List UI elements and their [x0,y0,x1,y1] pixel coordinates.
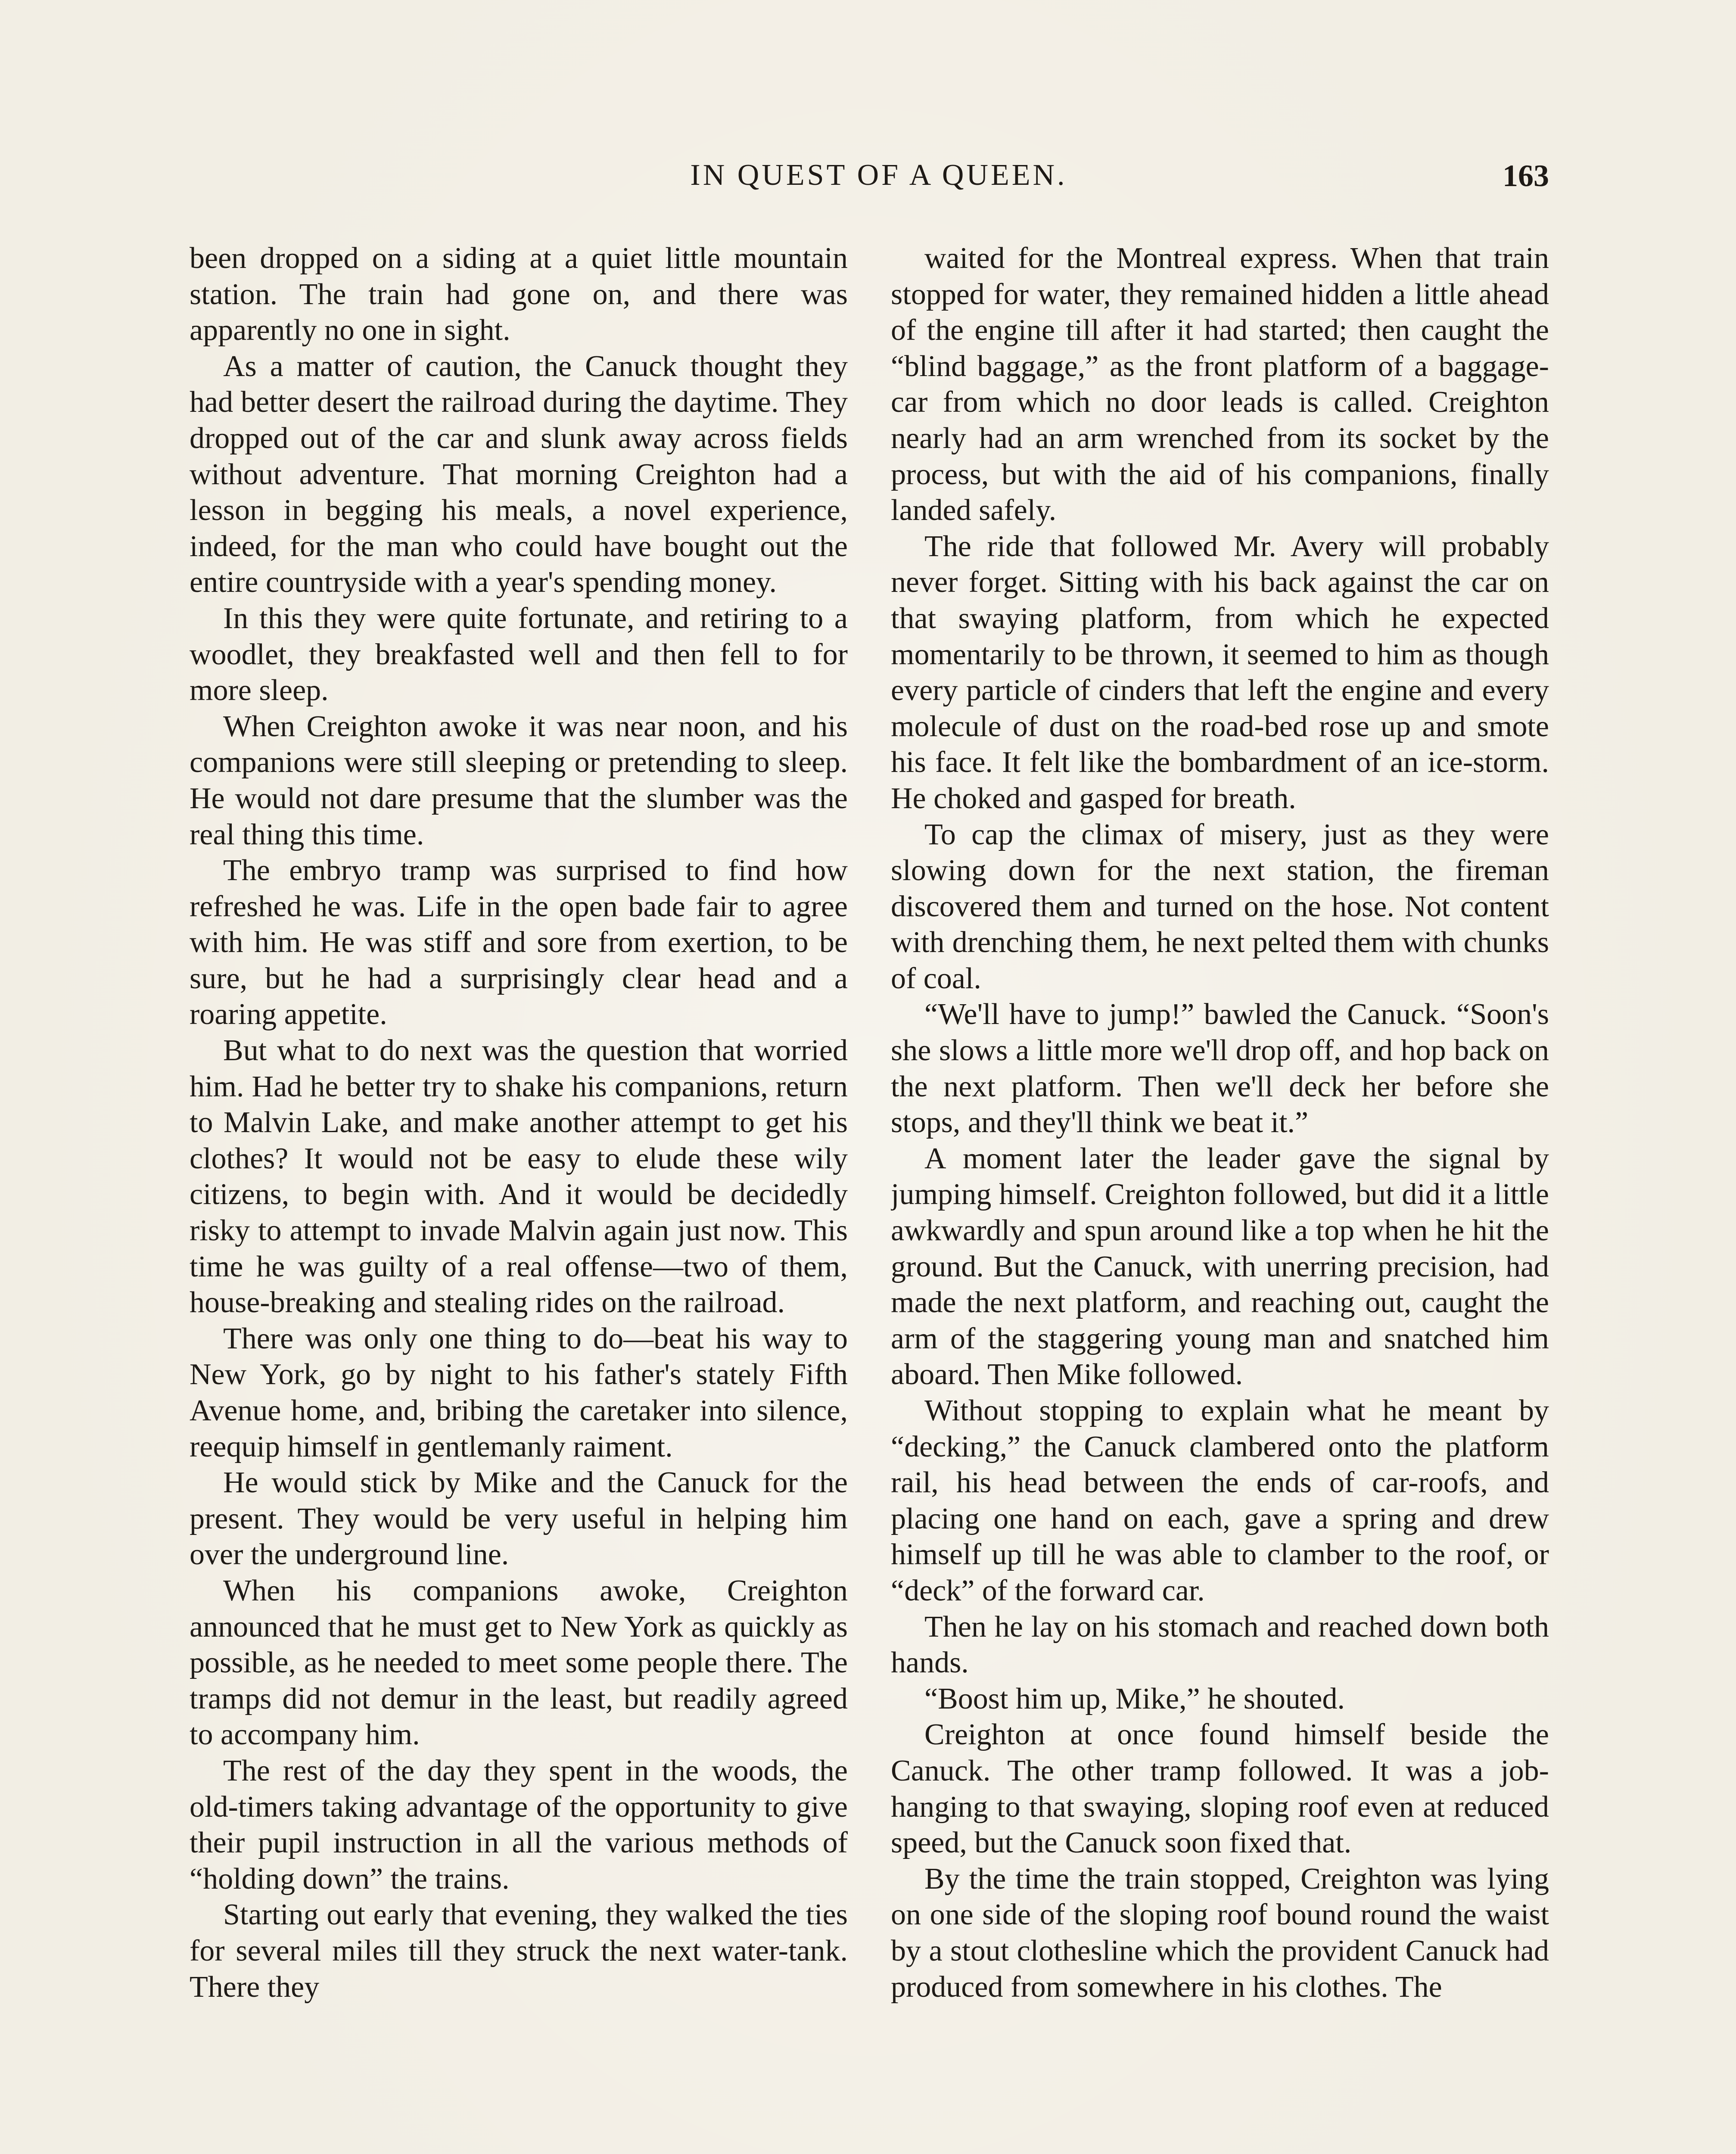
paragraph: In this they were quite fortunate, and retiring to a woodlet, they breakfasted well and then fell to for more sleep. [190,601,848,707]
paragraph: Without stopping to explain what he meant by “decking,” the Canuck clambered onto the platform rail, his head between the ends of car-roofs, and placing one hand on each, gave a spring and drew himself up till he was able to clamber to the roof, or “deck” of the forward car. [891,1394,1549,1607]
paragraph: Creighton at once found himself beside the Canuck. The other tramp followed. It was a job-hanging to that swaying, sloping roof even at reduced speed, but the Canuck soon fixed that. [891,1718,1549,1860]
paragraph: As a matter of caution, the Canuck thought they had better desert the railroad during the daytime. They dropped out of the car and slunk away across fields without adventure. That morning Creighton had a lesson in begging his meals, a novel experience, indeed, for the man who could have bought out the entire countryside with a year's spending money. [190,349,848,599]
right-text-column [891,240,1549,2154]
paragraph: There was only one thing to do—beat his way to New York, go by night to his father's stately Fifth Avenue home, and, bribing the caretaker into silence, reequip himself in gentlemanly raiment. [190,1322,848,1463]
paragraph: When Creighton awoke it was near noon, and his companions were still sleeping or pretending to sleep. He would not dare presume that the slumber was the real thing this time. [190,710,848,851]
paragraph: waited for the Montreal express. When that train stopped for water, they remained hidden a little ahead of the engine till after it had started; then caught the “blind baggage,” as the front platform of a baggage-car from which no door leads is called. Creighton nearly had an arm wrenched from its socket by the process, but with the aid of his companions, finally landed safely. [891,242,1549,527]
paragraph: Then he lay on his stomach and reached down both hands. [891,1610,1549,1680]
left-text-column [190,240,848,2154]
running-title: IN QUEST OF A QUEEN. [690,159,1067,192]
paragraph: The embryo tramp was surprised to find how refreshed he was. Life in the open bade fair to agree with him. He was stiff and sore from exertion, to be sure, but he had a surprisingly clear head and a roaring appetite. [190,854,848,1031]
paragraph: The ride that followed Mr. Avery will probably never forget. Sitting with his back against the car on that swaying platform, from which he expected momentarily to be thrown, it seemed to him as though every particle of cinders that left the engine and every molecule of dust on the road-bed rose up and smote his face. It felt like the bombardment of an ice-storm. He choked and gasped for breath. [891,529,1549,815]
paragraph: But what to do next was the question that worried him. Had he better try to shake his companions, return to Malvin Lake, and make another attempt to get his clothes? It would not be easy to elude these wily citizens, to begin with. And it would be decidedly risky to attempt to invade Malvin again just now. This time he was guilty of a real offense—two of them, house-breaking and stealing rides on the railroad. [190,1034,848,1320]
paragraph: He would stick by Mike and the Canuck for the present. They would be very useful in helping him over the underground line. [190,1466,848,1572]
paragraph: When his companions awoke, Creighton announced that he must get to New York as quickly as possible, as he needed to meet some people there. The tramps did not demur in the least, but readily agreed to accompany him. [190,1574,848,1752]
paragraph: The rest of the day they spent in the woods, the old-timers taking advantage of the opportunity to give their pupil instruction in all the various methods of “holding down” the trains. [190,1754,848,1896]
paragraph: By the time the train stopped, Creighton was lying on one side of the sloping roof bound round the waist by a stout clothesline which the provident Canuck had produced from somewhere in his clothes. The [891,1862,1549,2004]
page-number: 163 [1503,159,1549,193]
paragraph: “Boost him up, Mike,” he shouted. [924,1682,1345,1715]
paragraph: To cap the climax of misery, just as they were slowing down for the next station, the fireman discovered them and turned on the hose. Not content with drenching them, he next pelted them with chunks of coal. [891,818,1549,995]
paragraph: “We'll have to jump!” bawled the Canuck. “Soon's she slows a little more we'll drop off, and hop back on the next platform. Then we'll deck her before she stops, and they'll think we beat it.” [891,998,1549,1139]
paragraph: Starting out early that evening, they walked the ties for several miles till they struck the next water-tank. There they [190,1898,848,2004]
paragraph: A moment later the leader gave the signal by jumping himself. Creighton followed, but did it a little awkwardly and spun around like a top when he hit the ground. But the Canuck, with unerring precision, had made the next platform, and reaching out, caught the arm of the staggering young man and snatched him aboard. Then Mike followed. [891,1142,1549,1391]
paragraph: been dropped on a siding at a quiet little mountain station. The train had gone on, and there was apparently no one in sight. [190,242,848,347]
